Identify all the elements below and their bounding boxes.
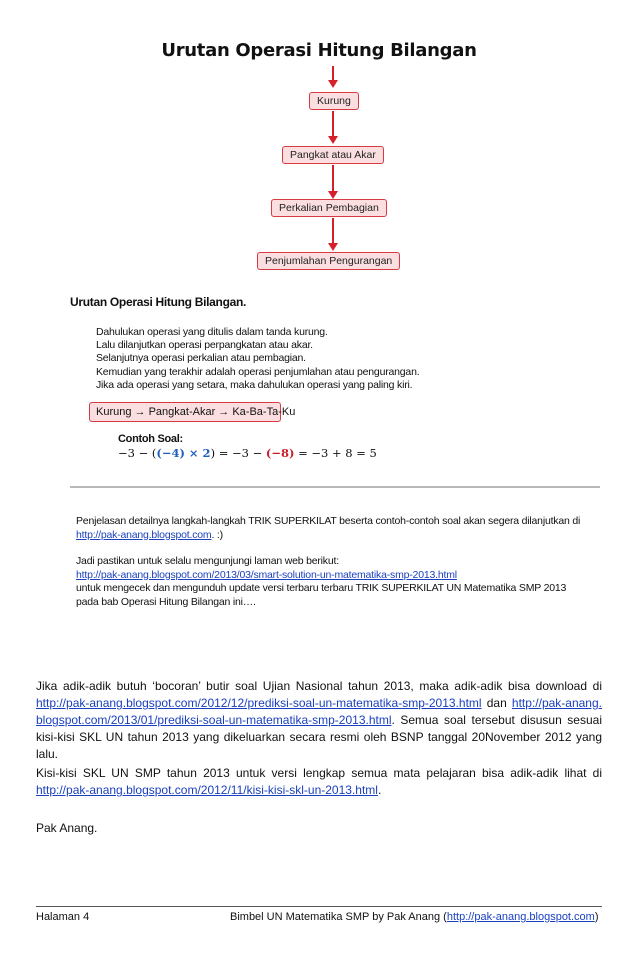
paragraph-prediksi <box>36 678 602 763</box>
equation-part: −3 − ( <box>118 446 157 460</box>
example-equation <box>118 446 377 460</box>
notes-block <box>76 515 604 609</box>
prediksi-2013-link[interactable]: http://pak-anang.blogspot.com/2013/01/prediksi-soal-un-matematika-smp-2013.html <box>36 696 602 727</box>
equation-highlight-red: (−8) <box>265 446 295 460</box>
arrow-down-icon <box>328 191 338 199</box>
section-divider <box>70 486 600 488</box>
notes-line: Penjelasan detailnya langkah-langkah TRIK SUPERKILAT beserta contoh-contoh soal akan segera dilanjutkan di <box>76 515 581 527</box>
body-text: dan <box>481 696 512 710</box>
notes-line: untuk mengecek dan mengunduh update versi terbaru terbaru TRIK SUPERKILAT UN Matematika SMP 2013 <box>76 582 567 594</box>
footer-credit <box>230 911 599 923</box>
flow-arrow <box>332 218 334 243</box>
rule-item: Lalu dilanjutkan operasi perpangkatan atau akar. <box>96 339 313 352</box>
smart-solution-link[interactable]: http://pak-anang.blogspot.com/2013/03/smart-solution-un-matematika-smp-2013.html <box>76 568 457 581</box>
kisi-kisi-link[interactable]: http://pak-anang.blogspot.com/2012/11/kisi-kisi-skl-un-2013.html <box>36 783 378 797</box>
body-text: . Semua soal tersebut disusun sesuai kisi-kisi SKL UN tahun 2013 yang dikeluarkan secara resmi oleh BSNP tanggal 20November 2012 yang lalu. <box>36 713 602 761</box>
rule-item: Selanjutnya operasi perkalian atau pembagian. <box>96 352 306 365</box>
rule-item: Kemudian yang terakhir adalah operasi penjumlahan atau pengurangan. <box>96 365 420 378</box>
arrow-down-icon <box>328 136 338 144</box>
rules-list <box>96 326 419 392</box>
flow-arrow <box>332 66 334 80</box>
flow-arrow <box>332 111 334 136</box>
arrow-down-icon <box>328 80 338 88</box>
footer-blog-link[interactable]: http://pak-anang.blogspot.com <box>446 911 595 923</box>
body-text: Jika adik-adik butuh ‘bocoran’ butir soal Ujian Nasional tahun 2013, maka adik-adik bisa download di <box>36 679 602 693</box>
page-title: Urutan Operasi Hitung Bilangan <box>161 40 477 61</box>
blog-link[interactable]: http://pak-anang.blogspot.com <box>76 528 212 541</box>
mnemonic-box: Kurung → Pangkat-Akar → Ka-Ba-Ta-Ku <box>89 402 281 422</box>
notes-line: Jadi pastikan untuk selalu mengunjungi laman web berikut: <box>76 555 339 567</box>
equation-highlight-blue: (−4) × 2 <box>156 446 211 460</box>
section-heading: Urutan Operasi Hitung Bilangan. <box>70 295 247 309</box>
footer-page-number: Halaman 4 <box>36 911 90 923</box>
flow-step-perkalian: Perkalian Pembagian <box>271 199 387 217</box>
flow-step-penjumlahan: Penjumlahan Pengurangan <box>257 252 400 270</box>
equation-part: ) = −3 − <box>210 446 266 460</box>
notes-line: pada bab Operasi Hitung Bilangan ini…. <box>76 595 256 608</box>
body-text: Kisi-kisi SKL UN SMP tahun 2013 untuk versi lengkap semua mata pelajaran bisa adik-adik lihat di <box>36 766 602 780</box>
footer-divider <box>36 906 602 907</box>
signature: Pak Anang. <box>36 821 98 835</box>
notes-line <box>76 529 604 543</box>
paragraph-kisi <box>36 765 602 799</box>
notes-line <box>76 569 604 583</box>
footer-credit-text: Bimbel UN Matematika SMP by Pak Anang ( <box>230 911 447 923</box>
notes-suffix: . :) <box>211 528 223 541</box>
arrow-down-icon <box>328 243 338 251</box>
flow-step-kurung: Kurung <box>309 92 359 110</box>
body-text: . <box>377 783 382 797</box>
rule-item: Dahulukan operasi yang ditulis dalam tanda kurung. <box>96 326 328 338</box>
prediksi-2012-link[interactable]: http://pak-anang.blogspot.com/2012/12/prediksi-soal-un-matematika-smp-2013.html <box>36 696 482 710</box>
example-label: Contoh Soal: <box>118 433 183 445</box>
equation-part: = −3 + 8 = 5 <box>294 446 377 460</box>
flow-arrow <box>332 165 334 191</box>
rule-item: Jika ada operasi yang setara, maka dahulukan operasi yang paling kiri. <box>96 378 413 391</box>
footer-credit-close: ) <box>594 911 599 923</box>
flow-step-pangkat: Pangkat atau Akar <box>282 146 384 164</box>
